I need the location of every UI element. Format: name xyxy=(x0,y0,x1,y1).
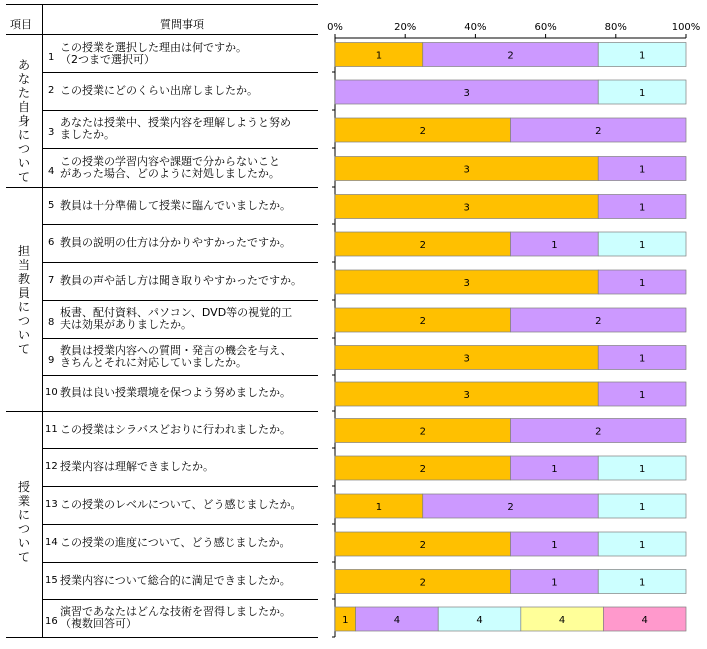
question-text-line: この授業にどのくらい出席しましたか。 xyxy=(60,84,258,97)
question-number: 3 xyxy=(48,127,55,138)
bar-row xyxy=(335,80,686,104)
bar-segment-label: 1 xyxy=(342,615,349,626)
category-label-1: あなた自身について xyxy=(17,58,30,184)
question-number: 10 xyxy=(45,387,58,398)
bar-row xyxy=(335,232,686,256)
question-number: 15 xyxy=(45,574,58,586)
question-text-line: があった場合、どのように対処しましたか。 xyxy=(60,166,280,180)
bar-segment-label: 1 xyxy=(638,502,646,513)
question-number: 8 xyxy=(48,317,55,328)
bar-segment-label: 1 xyxy=(551,540,558,551)
question-number: 9 xyxy=(48,354,55,366)
question-text-line: 教員の声や話し方は聞き取りやすかったですか。 xyxy=(60,274,302,287)
bar-row xyxy=(335,118,686,142)
question-text-line: （複数回答可） xyxy=(60,617,137,630)
bar-segment-label: 1 xyxy=(638,240,646,251)
bar-segment-label: 2 xyxy=(595,316,602,327)
question-text-line: ましたか。 xyxy=(60,128,115,141)
question-number: 2 xyxy=(48,85,55,96)
bar-segment-label: 4 xyxy=(476,615,483,626)
question-text-line: （2つまで選択可） xyxy=(60,52,155,66)
question-text-line: この授業はシラバスどおりに行われましたか。 xyxy=(60,422,291,436)
x-tick-label: 20% xyxy=(394,22,417,33)
category-label-3: 授業について xyxy=(17,480,30,564)
bar-segment-label: 4 xyxy=(393,615,401,626)
question-number: 16 xyxy=(45,616,58,627)
question-text-line: この授業のレベルについて、どう感じましたか。 xyxy=(60,498,302,511)
bar-segment-label: 1 xyxy=(551,240,558,251)
bar-segment-label: 1 xyxy=(638,390,646,401)
bar-row xyxy=(335,43,686,67)
question-text-line: 教員は十分準備して授業に臨んでいましたか。 xyxy=(60,198,291,212)
question-text-line: 教員は授業内容への質問・発言の機会を与え、 xyxy=(60,343,292,357)
bar-segment-label: 3 xyxy=(463,88,470,99)
bar-segment-label: 1 xyxy=(638,353,646,365)
bar-segment-label: 3 xyxy=(463,278,470,289)
bar-segment-label: 4 xyxy=(558,615,566,626)
question-text-line: この授業を選択した理由は何ですか。 xyxy=(60,40,247,54)
question-text-line: 演習であなたはどんな技術を習得しましたか。 xyxy=(60,605,291,618)
bar-segment-label: 3 xyxy=(463,390,470,401)
question-text-line: きちんとそれに対応していましたか。 xyxy=(60,355,247,369)
question-text-line: この授業の学習内容や課題で分からないこと xyxy=(60,154,280,168)
bar-segment-label: 2 xyxy=(507,502,514,513)
question-text-line: あなたは授業中、授業内容を理解しようと努め xyxy=(60,116,291,129)
bar-segment-label: 4 xyxy=(641,615,648,626)
bar-segment-label: 1 xyxy=(638,50,646,62)
bar-segment-label: 1 xyxy=(638,164,646,176)
bar-segment-label: 2 xyxy=(419,126,426,137)
bar-segment-label: 1 xyxy=(375,50,383,62)
bar-segment-label: 1 xyxy=(638,577,646,589)
bar-segment-label: 2 xyxy=(507,50,514,62)
bar-row xyxy=(335,532,686,556)
bar-segment-label: 2 xyxy=(419,426,426,438)
bar-segment-label: 2 xyxy=(419,464,426,475)
x-tick-label: 40% xyxy=(464,22,487,33)
question-text-line: この授業の進度について、どう感じましたか。 xyxy=(60,536,291,549)
question-text-line: 教員の説明の仕方は分かりやすかったですか。 xyxy=(60,236,291,249)
question-number: 14 xyxy=(45,537,58,548)
question-text-line: 授業内容は理解できましたか。 xyxy=(60,460,214,473)
bar-row xyxy=(335,195,686,219)
question-number: 7 xyxy=(48,275,55,286)
bar-row xyxy=(335,270,686,294)
question-number: 12 xyxy=(45,461,58,472)
bar-segment-label: 1 xyxy=(638,88,646,99)
bar-segment-label: 1 xyxy=(638,202,646,214)
bar-row xyxy=(335,419,686,443)
bar-row xyxy=(335,157,686,181)
bar-row xyxy=(335,456,686,480)
question-text-line: 教員は良い授業環境を保つよう努めましたか。 xyxy=(60,386,291,399)
question-text-line: 板書、配付資料、パソコン、DVD等の視覚的工 xyxy=(60,306,293,319)
bar-row xyxy=(335,382,686,406)
question-number: 4 xyxy=(48,165,55,177)
bar-row xyxy=(335,346,686,370)
x-tick-label: 60% xyxy=(534,22,557,33)
question-number: 5 xyxy=(48,199,55,211)
x-tick-label: 100% xyxy=(671,22,701,33)
bar-segment-label: 2 xyxy=(419,316,426,327)
bar-segment-label: 3 xyxy=(463,164,470,176)
header-question: 質問事項 xyxy=(160,18,204,31)
question-text-line: 授業内容について総合的に満足できましたか。 xyxy=(60,573,291,587)
header-item: 項目 xyxy=(10,18,32,31)
question-number: 13 xyxy=(45,499,58,510)
bar-row xyxy=(335,494,686,518)
bar-segment-label: 1 xyxy=(551,577,558,589)
bar-row xyxy=(335,308,686,332)
question-number: 11 xyxy=(45,423,58,435)
x-tick-label: 0% xyxy=(327,22,343,33)
bar-segment-label: 3 xyxy=(463,353,470,365)
question-text-line: 夫は効果がありましたか。 xyxy=(60,318,192,331)
bar-segment-label: 1 xyxy=(638,278,646,289)
bar-segment-label: 3 xyxy=(463,202,470,214)
x-tick-label: 80% xyxy=(604,22,627,33)
bar-segment-label: 1 xyxy=(375,502,383,513)
bar-segment-label: 1 xyxy=(638,540,646,551)
question-number: 1 xyxy=(48,51,55,63)
bar-row xyxy=(335,607,686,631)
bar-row xyxy=(335,570,686,594)
bar-segment-label: 2 xyxy=(419,240,426,251)
bar-segment-label: 2 xyxy=(595,126,602,137)
category-label-2: 担当教員について xyxy=(17,244,30,356)
bar-segment-label: 2 xyxy=(595,426,602,438)
bar-segment-label: 2 xyxy=(419,540,426,551)
bar-segment-label: 1 xyxy=(551,464,558,475)
bar-segment-label: 1 xyxy=(638,464,646,475)
question-number: 6 xyxy=(48,237,55,248)
bar-segment-label: 2 xyxy=(419,577,426,589)
